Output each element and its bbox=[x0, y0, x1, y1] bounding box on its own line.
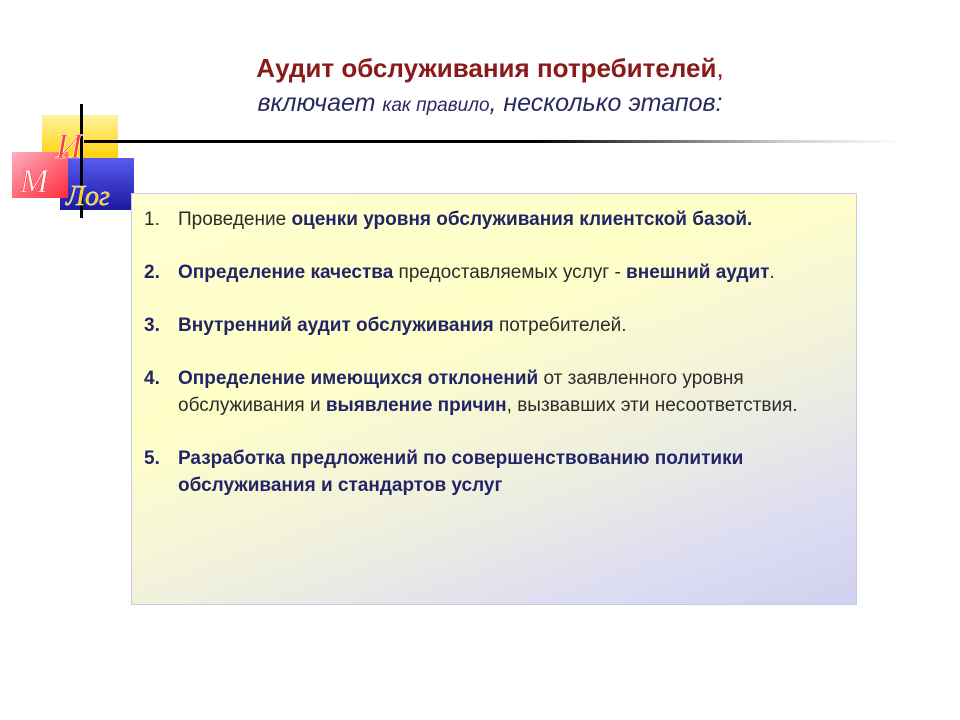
item-bold-text: Определение имеющихся отклонений bbox=[178, 368, 539, 389]
title-bold: Аудит обслуживания потребителей bbox=[256, 53, 717, 83]
item-text: предоставляемых услуг - bbox=[393, 262, 627, 283]
item-bold-text: Определение качества bbox=[178, 262, 394, 283]
title-line-1 bbox=[130, 50, 850, 86]
list-item bbox=[144, 365, 836, 419]
item-bold-text: оценки уровня обслуживания клиентской базой. bbox=[291, 209, 753, 230]
title-line2-small: как правило bbox=[382, 95, 490, 116]
slide-title bbox=[130, 50, 850, 123]
title-underline bbox=[84, 140, 904, 143]
title-line-2 bbox=[130, 86, 850, 123]
item-text: потребителей. bbox=[493, 315, 627, 336]
list-item bbox=[144, 206, 836, 233]
item-bold-text: выявление причин bbox=[325, 395, 507, 416]
item-text: Проведение bbox=[178, 209, 292, 230]
title-line2-a: включает bbox=[257, 89, 383, 117]
item-number: 2. bbox=[144, 262, 160, 283]
list-item bbox=[144, 445, 836, 499]
item-bold-text: внешний аудит bbox=[626, 262, 770, 283]
list-item bbox=[144, 312, 836, 339]
item-number: 3. bbox=[144, 315, 160, 336]
stages-list bbox=[144, 206, 836, 525]
title-comma: , bbox=[716, 53, 724, 83]
title-line2-b: , несколько этапов: bbox=[489, 89, 723, 117]
logo-letter-top: И bbox=[56, 126, 82, 166]
content-panel bbox=[131, 193, 857, 605]
item-number: 1. bbox=[144, 209, 160, 230]
item-bold-text: Внутренний аудит обслуживания bbox=[178, 315, 494, 336]
item-text: , вызвавших эти несоответствия. bbox=[506, 395, 798, 416]
item-number: 5. bbox=[144, 448, 160, 469]
list-item bbox=[144, 259, 836, 286]
item-bold-text: Разработка предложений по совершенствованию политики обслуживания и стандартов услуг bbox=[178, 448, 744, 496]
logo-letter-left: М bbox=[20, 163, 49, 200]
item-text: . bbox=[769, 262, 775, 283]
logo-letter-right: Лог bbox=[66, 181, 110, 212]
item-text: от заявленного уровня обслуживания и bbox=[178, 368, 744, 416]
item-number: 4. bbox=[144, 368, 160, 389]
